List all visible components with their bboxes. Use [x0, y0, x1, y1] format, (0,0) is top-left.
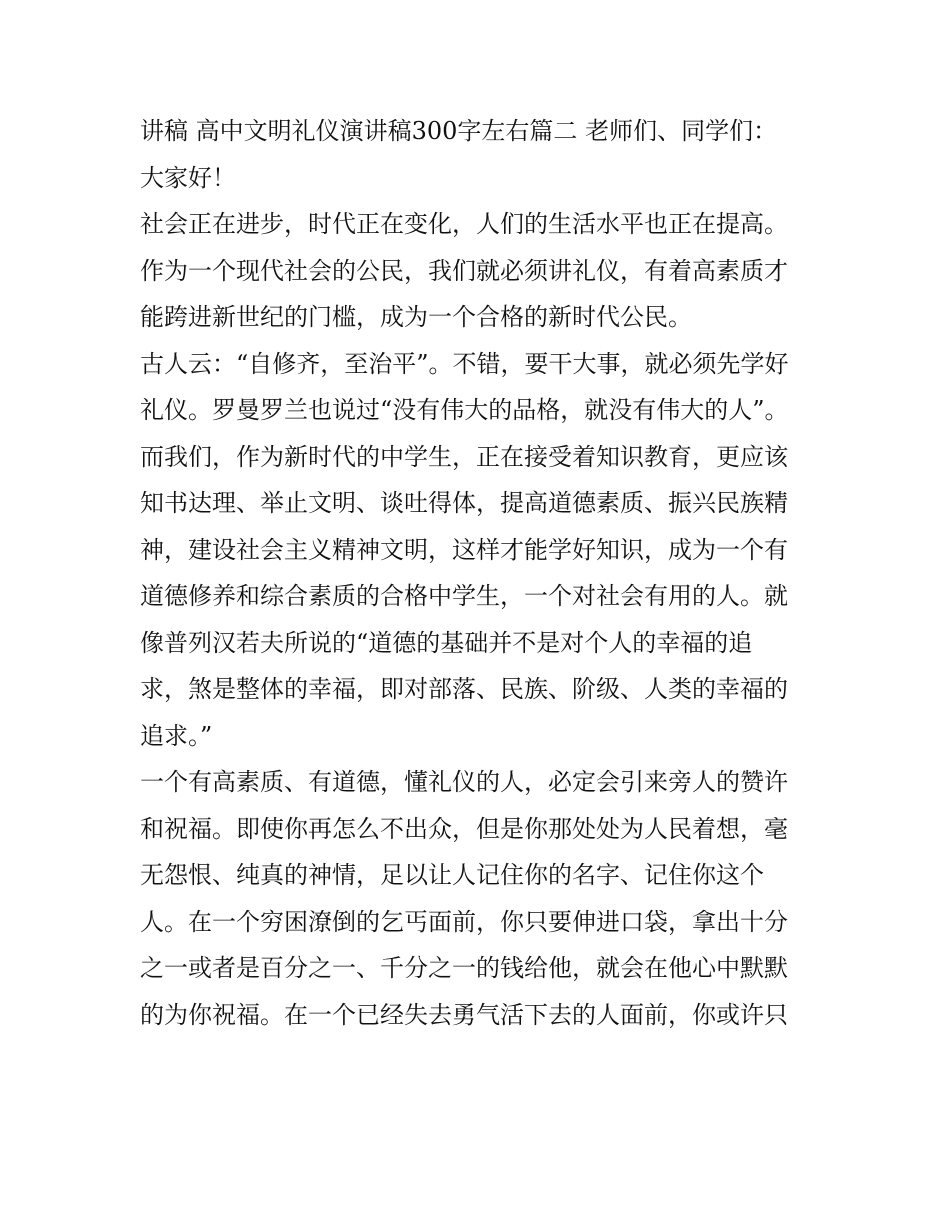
text-line: 作为一个现代社会的公民，我们就必须讲礼仪，有着高素质才 [140, 256, 788, 285]
text-line: 一个有高素质、有道德，懂礼仪的人，必定会引来旁人的赞许 [140, 768, 788, 796]
text-line: 社会正在进步，时代正在变化，人们的生活水平也正在提高。 [140, 210, 788, 238]
text-line: 大家好！ [140, 163, 236, 192]
text-line: 而我们，作为新时代的中学生，正在接受着知识教育，更应该 [140, 442, 788, 471]
document-body [140, 108, 830, 1038]
text-line: 像普列汉若夫所说的“道德的基础并不是对个人的幸福的追 [140, 628, 753, 657]
text-line: 古人云：“自修齐，至治平”。不错，要干大事，就必须先学好 [140, 349, 789, 378]
text-line: 知书达理、举止文明、谈吐得体，提高道德素质、振兴民族精 [140, 489, 788, 517]
text-line: 人。在一个穷困潦倒的乞丐面前，你只要伸进口袋，拿出十分 [140, 907, 788, 936]
text-line: 神，建设社会主义精神文明，这样才能学好知识，成为一个有 [140, 535, 788, 564]
text-line: 追求。” [140, 721, 213, 750]
text-line: 讲稿 高中文明礼仪演讲稿300字左右篇二 老师们、同学们： [140, 117, 778, 145]
text-line: 无怨恨、纯真的神情，足以让人记住你的名字、记住你这个 [140, 861, 764, 889]
text-line: 求，煞是整体的幸福，即对部落、民族、阶级、人类的幸福的 [140, 675, 788, 703]
text-line: 礼仪。罗曼罗兰也说过“没有伟大的品格，就没有伟大的人”。 [140, 396, 789, 424]
text-line: 之一或者是百分之一、千分之一的钱给他，就会在他心中默默 [140, 954, 788, 982]
text-line: 的为你祝福。在一个已经失去勇气活下去的人面前，你或许只 [140, 1000, 788, 1029]
text-line: 道德修养和综合素质的合格中学生，一个对社会有用的人。就 [140, 582, 788, 610]
text-line: 能跨进新世纪的门槛，成为一个合格的新时代公民。 [140, 303, 692, 331]
text-line: 和祝福。即使你再怎么不出众，但是你那处处为人民着想，毫 [140, 814, 788, 843]
